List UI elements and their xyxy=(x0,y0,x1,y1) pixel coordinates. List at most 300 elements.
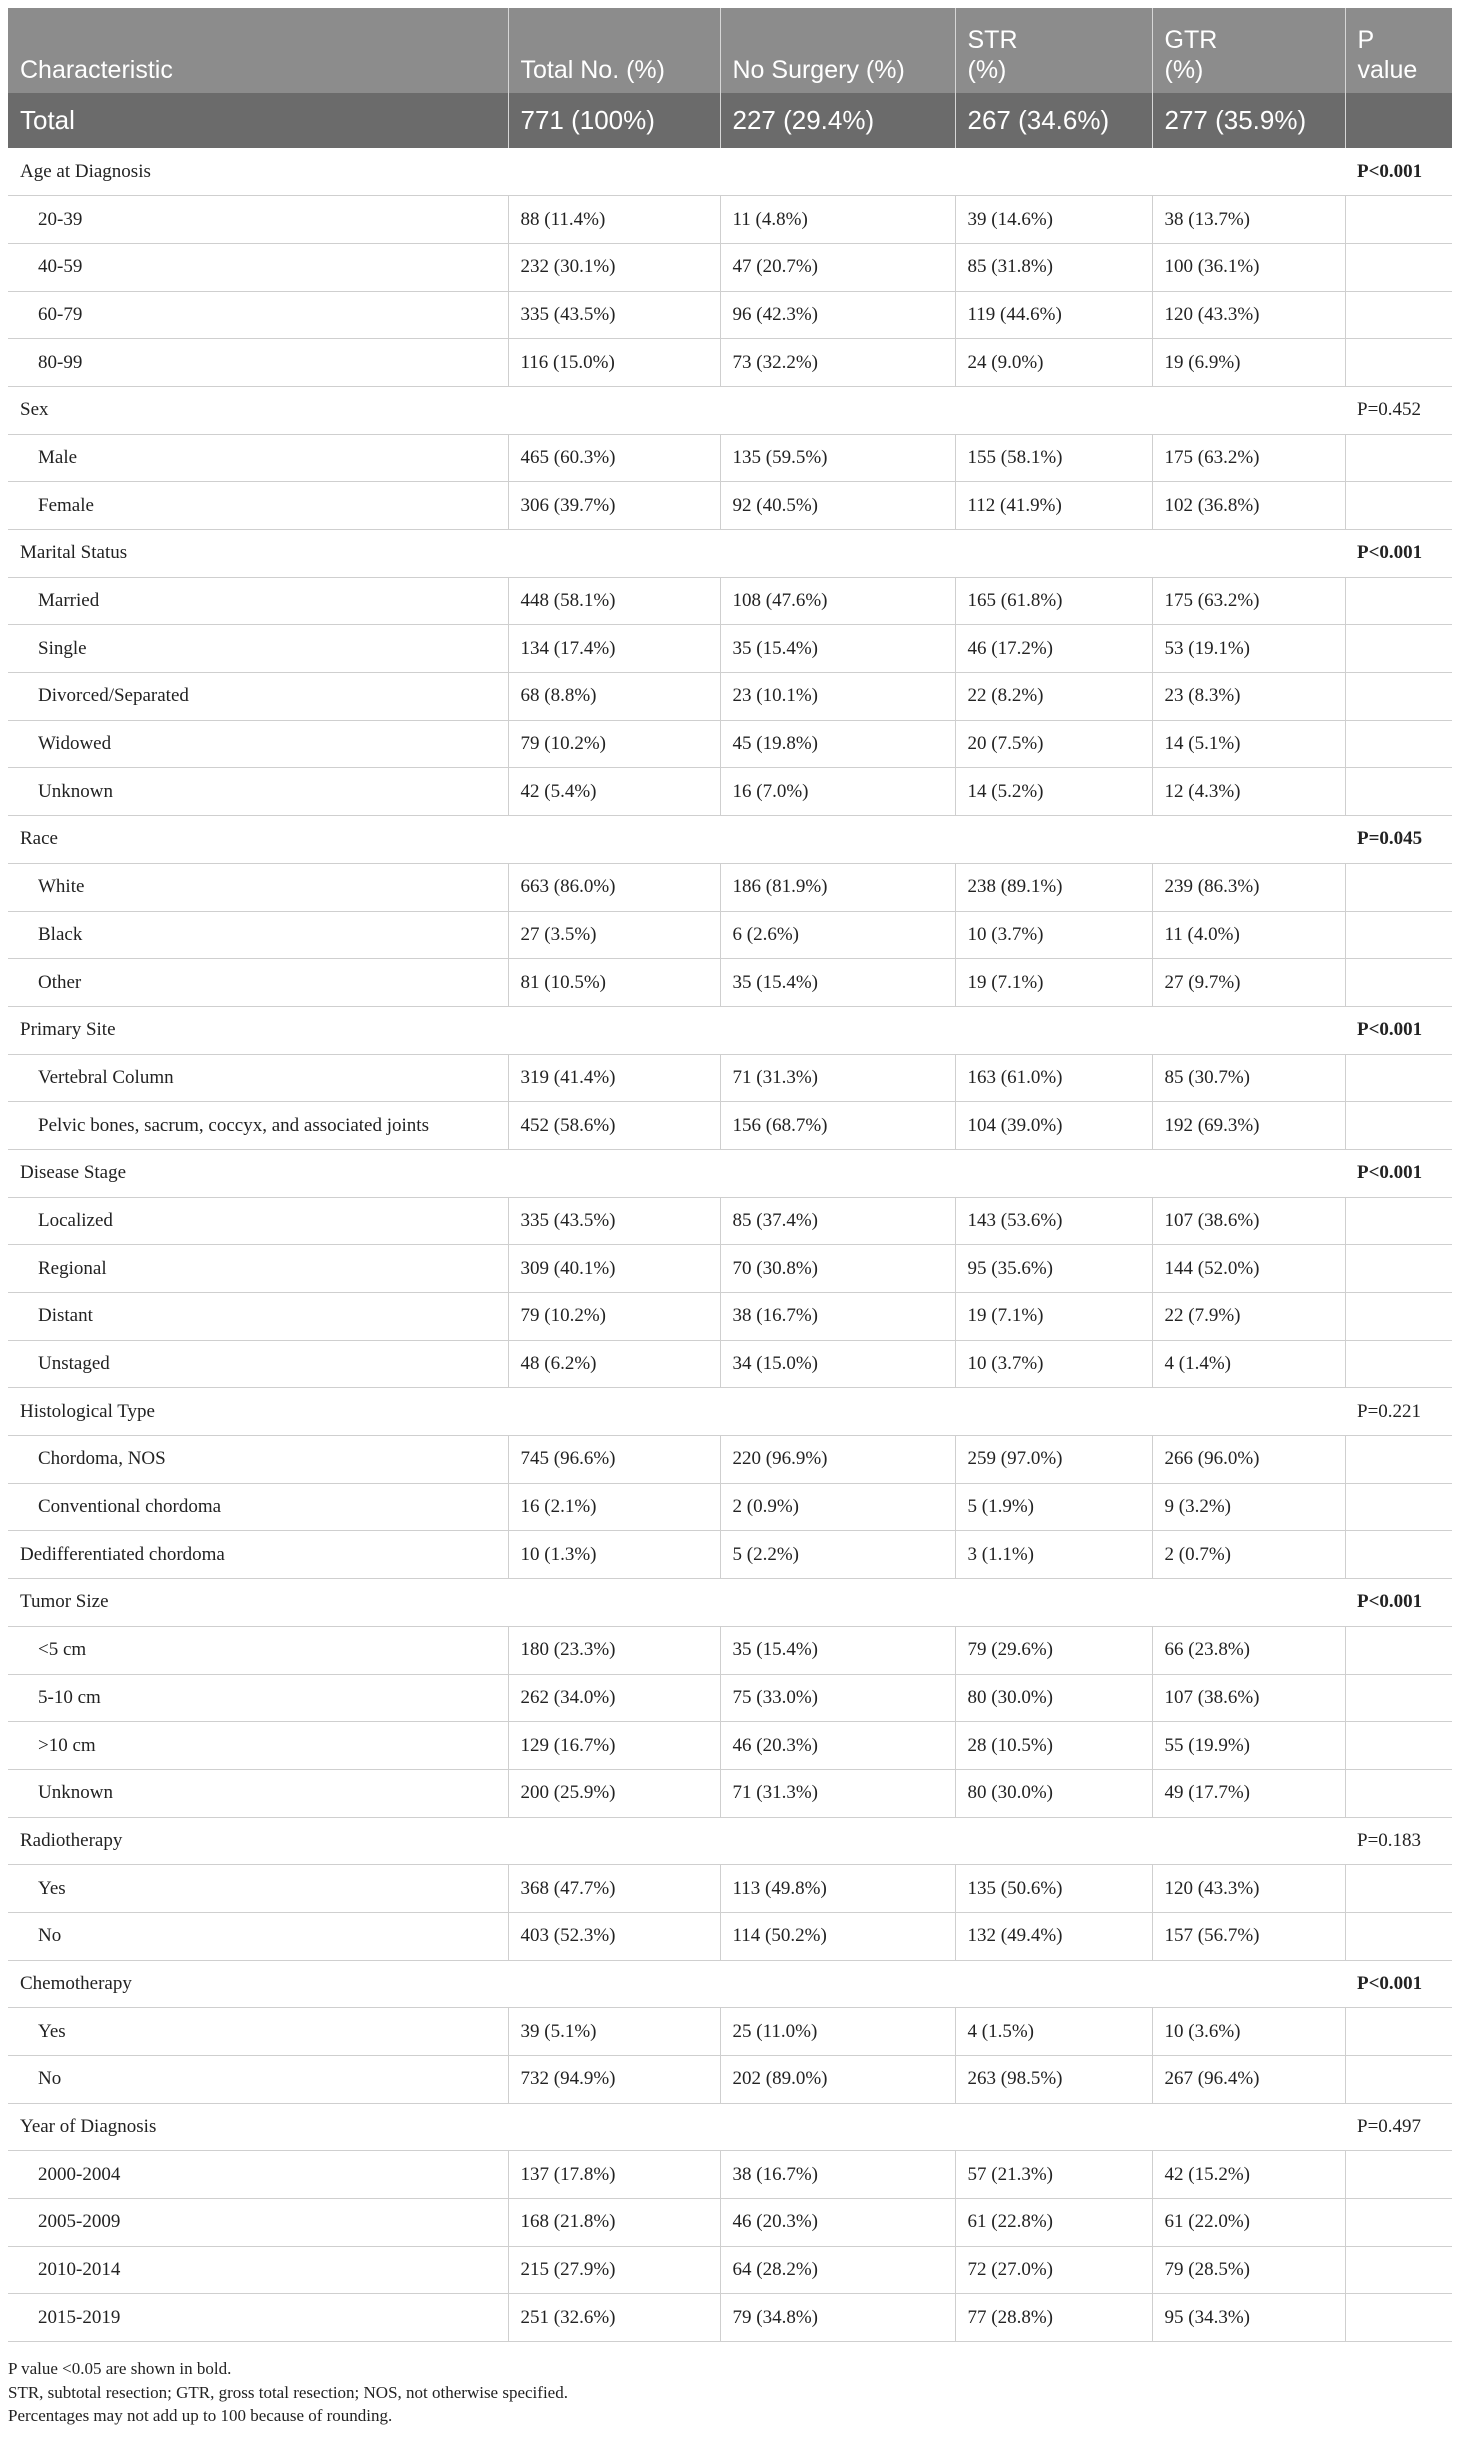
cell-total: 732 (94.9%) xyxy=(508,2056,720,2104)
row-label: Localized xyxy=(8,1197,508,1245)
footnote-rounding: Percentages may not add up to 100 because of rounding. xyxy=(8,2406,393,2425)
cell-p-value-empty xyxy=(1345,1769,1452,1817)
footnote-bold-note: P value <0.05 are shown in bold. xyxy=(8,2359,232,2378)
cell-p-value-empty xyxy=(1345,1436,1452,1484)
cell-str: 10 (3.7%) xyxy=(955,911,1152,959)
cell-p-value-empty xyxy=(1345,1626,1452,1674)
row-label: 2005-2009 xyxy=(8,2199,508,2247)
cell-p-value-empty xyxy=(1345,2246,1452,2294)
cell-gtr: 9 (3.2%) xyxy=(1152,1483,1345,1531)
cell-no-surgery: 114 (50.2%) xyxy=(720,1912,955,1960)
table-row xyxy=(8,2294,1452,2342)
cell-gtr: 19 (6.9%) xyxy=(1152,339,1345,387)
cell-gtr: 157 (56.7%) xyxy=(1152,1912,1345,1960)
cell-p-value-empty xyxy=(1345,1722,1452,1770)
row-label: 2010-2014 xyxy=(8,2246,508,2294)
cell-gtr: 192 (69.3%) xyxy=(1152,1102,1345,1150)
cell-p-value-empty xyxy=(1345,1531,1452,1579)
cell-gtr: 53 (19.1%) xyxy=(1152,625,1345,673)
section-p-value: P=0.497 xyxy=(1345,2103,1452,2151)
cell-str: 10 (3.7%) xyxy=(955,1340,1152,1388)
cell-str: 135 (50.6%) xyxy=(955,1865,1152,1913)
cell-no-surgery: 47 (20.7%) xyxy=(720,243,955,291)
row-label: Dedifferentiated chordoma xyxy=(8,1531,508,1579)
cell-p-value-empty xyxy=(1345,1054,1452,1102)
section-row xyxy=(8,530,1452,578)
table-row xyxy=(8,1722,1452,1770)
section-row xyxy=(8,1006,1452,1054)
cell-str: 5 (1.9%) xyxy=(955,1483,1152,1531)
cell-p-value-empty xyxy=(1345,959,1452,1007)
cell-no-surgery: 96 (42.3%) xyxy=(720,291,955,339)
header-row xyxy=(8,8,1452,93)
cell-total: 251 (32.6%) xyxy=(508,2294,720,2342)
cell-gtr: 4 (1.4%) xyxy=(1152,1340,1345,1388)
row-label: Other xyxy=(8,959,508,1007)
cell-no-surgery: 11 (4.8%) xyxy=(720,196,955,244)
cell-total: 81 (10.5%) xyxy=(508,959,720,1007)
cell-total: 448 (58.1%) xyxy=(508,577,720,625)
row-label: No xyxy=(8,2056,508,2104)
row-label: No xyxy=(8,1912,508,1960)
row-label: Regional xyxy=(8,1245,508,1293)
cell-no-surgery: 16 (7.0%) xyxy=(720,768,955,816)
table-row xyxy=(8,1674,1452,1722)
cell-str: 39 (14.6%) xyxy=(955,196,1152,244)
cell-p-value-empty xyxy=(1345,434,1452,482)
cell-total: 745 (96.6%) xyxy=(508,1436,720,1484)
cell-no-surgery: 2 (0.9%) xyxy=(720,1483,955,1531)
table-row xyxy=(8,1245,1452,1293)
table-row xyxy=(8,1483,1452,1531)
cell-no-surgery: 75 (33.0%) xyxy=(720,1674,955,1722)
cell-no-surgery: 113 (49.8%) xyxy=(720,1865,955,1913)
cell-total: 79 (10.2%) xyxy=(508,720,720,768)
cell-gtr: 61 (22.0%) xyxy=(1152,2199,1345,2247)
cell-str: 80 (30.0%) xyxy=(955,1769,1152,1817)
cell-no-surgery: 156 (68.7%) xyxy=(720,1102,955,1150)
header-str xyxy=(955,8,1152,93)
cell-no-surgery: 73 (32.2%) xyxy=(720,339,955,387)
cell-total: 215 (27.9%) xyxy=(508,2246,720,2294)
cell-str: 14 (5.2%) xyxy=(955,768,1152,816)
cell-str: 119 (44.6%) xyxy=(955,291,1152,339)
table-row xyxy=(8,720,1452,768)
cell-gtr: 175 (63.2%) xyxy=(1152,577,1345,625)
cell-no-surgery: 38 (16.7%) xyxy=(720,2151,955,2199)
section-label: Primary Site xyxy=(8,1006,1345,1054)
section-label: Year of Diagnosis xyxy=(8,2103,1345,2151)
total-no-surgery: 227 (29.4%) xyxy=(720,93,955,148)
table-row xyxy=(8,482,1452,530)
section-p-value: P<0.001 xyxy=(1345,530,1452,578)
cell-no-surgery: 71 (31.3%) xyxy=(720,1054,955,1102)
table-body xyxy=(8,148,1452,2342)
cell-str: 165 (61.8%) xyxy=(955,577,1152,625)
cell-total: 200 (25.9%) xyxy=(508,1769,720,1817)
total-row xyxy=(8,93,1452,148)
cell-str: 4 (1.5%) xyxy=(955,2008,1152,2056)
row-label: Widowed xyxy=(8,720,508,768)
cell-p-value-empty xyxy=(1345,2294,1452,2342)
cell-p-value-empty xyxy=(1345,625,1452,673)
cell-no-surgery: 70 (30.8%) xyxy=(720,1245,955,1293)
cell-no-surgery: 135 (59.5%) xyxy=(720,434,955,482)
table-row xyxy=(8,196,1452,244)
table-row xyxy=(8,1197,1452,1245)
cell-str: 46 (17.2%) xyxy=(955,625,1152,673)
cell-str: 104 (39.0%) xyxy=(955,1102,1152,1150)
cell-gtr: 42 (15.2%) xyxy=(1152,2151,1345,2199)
cell-total: 232 (30.1%) xyxy=(508,243,720,291)
cell-no-surgery: 85 (37.4%) xyxy=(720,1197,955,1245)
section-p-value: P=0.221 xyxy=(1345,1388,1452,1436)
cell-total: 465 (60.3%) xyxy=(508,434,720,482)
cell-total: 129 (16.7%) xyxy=(508,1722,720,1770)
cell-total: 48 (6.2%) xyxy=(508,1340,720,1388)
cell-no-surgery: 92 (40.5%) xyxy=(720,482,955,530)
table-row xyxy=(8,1102,1452,1150)
table-row xyxy=(8,243,1452,291)
table-row xyxy=(8,959,1452,1007)
section-row xyxy=(8,1388,1452,1436)
section-row xyxy=(8,816,1452,864)
section-row xyxy=(8,1960,1452,2008)
cell-str: 24 (9.0%) xyxy=(955,339,1152,387)
cell-total: 335 (43.5%) xyxy=(508,291,720,339)
cell-p-value-empty xyxy=(1345,2151,1452,2199)
section-p-value: P<0.001 xyxy=(1345,1006,1452,1054)
table-row xyxy=(8,1531,1452,1579)
row-label: Conventional chordoma xyxy=(8,1483,508,1531)
cell-total: 10 (1.3%) xyxy=(508,1531,720,1579)
cell-str: 263 (98.5%) xyxy=(955,2056,1152,2104)
cell-p-value-empty xyxy=(1345,1483,1452,1531)
cell-gtr: 239 (86.3%) xyxy=(1152,863,1345,911)
cell-gtr: 107 (38.6%) xyxy=(1152,1197,1345,1245)
section-label: Histological Type xyxy=(8,1388,1345,1436)
cell-total: 16 (2.1%) xyxy=(508,1483,720,1531)
cell-no-surgery: 71 (31.3%) xyxy=(720,1769,955,1817)
cell-p-value-empty xyxy=(1345,577,1452,625)
row-label: 60-79 xyxy=(8,291,508,339)
row-label: Black xyxy=(8,911,508,959)
header-p-value: P value xyxy=(1345,8,1452,93)
cell-total: 42 (5.4%) xyxy=(508,768,720,816)
cell-str: 112 (41.9%) xyxy=(955,482,1152,530)
cell-total: 403 (52.3%) xyxy=(508,1912,720,1960)
row-label: Unstaged xyxy=(8,1340,508,1388)
cell-no-surgery: 35 (15.4%) xyxy=(720,625,955,673)
section-row xyxy=(8,386,1452,434)
cell-no-surgery: 108 (47.6%) xyxy=(720,577,955,625)
table-row xyxy=(8,2151,1452,2199)
cell-p-value-empty xyxy=(1345,911,1452,959)
header-gtr-line1: GTR xyxy=(1164,26,1218,54)
cell-p-value-empty xyxy=(1345,673,1452,721)
cell-p-value-empty xyxy=(1345,2199,1452,2247)
table-row xyxy=(8,434,1452,482)
row-label: Unknown xyxy=(8,768,508,816)
row-label: Chordoma, NOS xyxy=(8,1436,508,1484)
table-row xyxy=(8,2056,1452,2104)
section-label: Disease Stage xyxy=(8,1149,1345,1197)
cell-gtr: 23 (8.3%) xyxy=(1152,673,1345,721)
cell-total: 168 (21.8%) xyxy=(508,2199,720,2247)
cell-gtr: 2 (0.7%) xyxy=(1152,1531,1345,1579)
cell-no-surgery: 23 (10.1%) xyxy=(720,673,955,721)
cell-total: 88 (11.4%) xyxy=(508,196,720,244)
cell-gtr: 120 (43.3%) xyxy=(1152,1865,1345,1913)
section-row xyxy=(8,1817,1452,1865)
cell-str: 155 (58.1%) xyxy=(955,434,1152,482)
section-label: Tumor Size xyxy=(8,1579,1345,1627)
table-row xyxy=(8,291,1452,339)
cell-total: 134 (17.4%) xyxy=(508,625,720,673)
table-row xyxy=(8,1626,1452,1674)
section-label: Marital Status xyxy=(8,530,1345,578)
row-label: Vertebral Column xyxy=(8,1054,508,1102)
row-label: Single xyxy=(8,625,508,673)
section-p-value: P<0.001 xyxy=(1345,1579,1452,1627)
cell-str: 57 (21.3%) xyxy=(955,2151,1152,2199)
cell-no-surgery: 186 (81.9%) xyxy=(720,863,955,911)
row-label: Yes xyxy=(8,2008,508,2056)
cell-p-value-empty xyxy=(1345,291,1452,339)
section-p-value: P=0.045 xyxy=(1345,816,1452,864)
cell-gtr: 79 (28.5%) xyxy=(1152,2246,1345,2294)
cell-total: 137 (17.8%) xyxy=(508,2151,720,2199)
row-label: 20-39 xyxy=(8,196,508,244)
cell-total: 262 (34.0%) xyxy=(508,1674,720,1722)
table-row xyxy=(8,1436,1452,1484)
cell-gtr: 55 (19.9%) xyxy=(1152,1722,1345,1770)
cell-total: 319 (41.4%) xyxy=(508,1054,720,1102)
cell-gtr: 266 (96.0%) xyxy=(1152,1436,1345,1484)
header-gtr xyxy=(1152,8,1345,93)
cell-str: 132 (49.4%) xyxy=(955,1912,1152,1960)
cell-gtr: 95 (34.3%) xyxy=(1152,2294,1345,2342)
cell-no-surgery: 45 (19.8%) xyxy=(720,720,955,768)
table-row xyxy=(8,2246,1452,2294)
table-row xyxy=(8,339,1452,387)
cell-p-value-empty xyxy=(1345,482,1452,530)
section-p-value: P=0.452 xyxy=(1345,386,1452,434)
header-characteristic: Characteristic xyxy=(8,8,508,93)
header-no-surgery: No Surgery (%) xyxy=(720,8,955,93)
section-p-value: P<0.001 xyxy=(1345,1149,1452,1197)
cell-gtr: 100 (36.1%) xyxy=(1152,243,1345,291)
section-label: Race xyxy=(8,816,1345,864)
row-label: Female xyxy=(8,482,508,530)
cell-p-value-empty xyxy=(1345,2008,1452,2056)
cell-str: 85 (31.8%) xyxy=(955,243,1152,291)
cell-total: 180 (23.3%) xyxy=(508,1626,720,1674)
table-row xyxy=(8,863,1452,911)
row-label: 5-10 cm xyxy=(8,1674,508,1722)
row-label: <5 cm xyxy=(8,1626,508,1674)
cell-no-surgery: 46 (20.3%) xyxy=(720,1722,955,1770)
cell-gtr: 10 (3.6%) xyxy=(1152,2008,1345,2056)
table-row xyxy=(8,1340,1452,1388)
cell-no-surgery: 38 (16.7%) xyxy=(720,1293,955,1341)
cell-total: 27 (3.5%) xyxy=(508,911,720,959)
cell-no-surgery: 202 (89.0%) xyxy=(720,2056,955,2104)
row-label: 40-59 xyxy=(8,243,508,291)
row-label: Married xyxy=(8,577,508,625)
cell-total: 79 (10.2%) xyxy=(508,1293,720,1341)
cell-no-surgery: 220 (96.9%) xyxy=(720,1436,955,1484)
cell-total: 335 (43.5%) xyxy=(508,1197,720,1245)
cell-str: 163 (61.0%) xyxy=(955,1054,1152,1102)
cell-gtr: 14 (5.1%) xyxy=(1152,720,1345,768)
cell-gtr: 175 (63.2%) xyxy=(1152,434,1345,482)
cell-no-surgery: 64 (28.2%) xyxy=(720,2246,955,2294)
cell-p-value-empty xyxy=(1345,1102,1452,1150)
cell-total: 306 (39.7%) xyxy=(508,482,720,530)
table-row xyxy=(8,1054,1452,1102)
cell-p-value-empty xyxy=(1345,1197,1452,1245)
header-str-line1: STR xyxy=(967,26,1018,54)
header-str-line2: (%) xyxy=(967,56,1007,84)
cell-gtr: 66 (23.8%) xyxy=(1152,1626,1345,1674)
cell-total: 39 (5.1%) xyxy=(508,2008,720,2056)
row-label: Distant xyxy=(8,1293,508,1341)
cell-total: 116 (15.0%) xyxy=(508,339,720,387)
cell-gtr: 107 (38.6%) xyxy=(1152,1674,1345,1722)
cell-no-surgery: 46 (20.3%) xyxy=(720,2199,955,2247)
cell-str: 19 (7.1%) xyxy=(955,1293,1152,1341)
cell-gtr: 12 (4.3%) xyxy=(1152,768,1345,816)
header-gtr-line2: (%) xyxy=(1164,56,1204,84)
table-row xyxy=(8,1769,1452,1817)
row-label: Divorced/Separated xyxy=(8,673,508,721)
table-row xyxy=(8,673,1452,721)
row-label: Yes xyxy=(8,1865,508,1913)
table-row xyxy=(8,625,1452,673)
cell-str: 95 (35.6%) xyxy=(955,1245,1152,1293)
cell-gtr: 267 (96.4%) xyxy=(1152,2056,1345,2104)
cell-str: 3 (1.1%) xyxy=(955,1531,1152,1579)
cell-total: 368 (47.7%) xyxy=(508,1865,720,1913)
cell-p-value-empty xyxy=(1345,1912,1452,1960)
section-label: Age at Diagnosis xyxy=(8,148,1345,196)
table-row xyxy=(8,577,1452,625)
row-label: 2000-2004 xyxy=(8,2151,508,2199)
section-label: Sex xyxy=(8,386,1345,434)
cell-p-value-empty xyxy=(1345,339,1452,387)
section-row xyxy=(8,148,1452,196)
section-row xyxy=(8,1149,1452,1197)
cell-no-surgery: 34 (15.0%) xyxy=(720,1340,955,1388)
cell-gtr: 102 (36.8%) xyxy=(1152,482,1345,530)
total-total: 771 (100%) xyxy=(508,93,720,148)
cell-str: 22 (8.2%) xyxy=(955,673,1152,721)
cell-str: 259 (97.0%) xyxy=(955,1436,1152,1484)
cell-p-value-empty xyxy=(1345,1340,1452,1388)
table-row xyxy=(8,1912,1452,1960)
header-total: Total No. (%) xyxy=(508,8,720,93)
total-label: Total xyxy=(8,93,508,148)
section-p-value: P<0.001 xyxy=(1345,1960,1452,2008)
cell-p-value-empty xyxy=(1345,1245,1452,1293)
cell-no-surgery: 79 (34.8%) xyxy=(720,2294,955,2342)
cell-str: 61 (22.8%) xyxy=(955,2199,1152,2247)
section-p-value: P<0.001 xyxy=(1345,148,1452,196)
footnotes xyxy=(8,2357,1452,2428)
cell-p-value-empty xyxy=(1345,2056,1452,2104)
cell-str: 238 (89.1%) xyxy=(955,863,1152,911)
cell-str: 72 (27.0%) xyxy=(955,2246,1152,2294)
table-row xyxy=(8,1865,1452,1913)
cell-total: 309 (40.1%) xyxy=(508,1245,720,1293)
cell-p-value-empty xyxy=(1345,768,1452,816)
footnote-abbreviations: STR, subtotal resection; GTR, gross total resection; NOS, not otherwise specified. xyxy=(8,2382,568,2402)
section-label: Chemotherapy xyxy=(8,1960,1345,2008)
characteristics-table-container xyxy=(8,8,1452,2342)
cell-no-surgery: 25 (11.0%) xyxy=(720,2008,955,2056)
cell-p-value-empty xyxy=(1345,720,1452,768)
cell-gtr: 22 (7.9%) xyxy=(1152,1293,1345,1341)
table-row xyxy=(8,768,1452,816)
total-gtr: 277 (35.9%) xyxy=(1152,93,1345,148)
cell-no-surgery: 6 (2.6%) xyxy=(720,911,955,959)
cell-p-value-empty xyxy=(1345,1865,1452,1913)
cell-str: 19 (7.1%) xyxy=(955,959,1152,1007)
table-row xyxy=(8,911,1452,959)
section-label: Radiotherapy xyxy=(8,1817,1345,1865)
row-label: Unknown xyxy=(8,1769,508,1817)
cell-gtr: 49 (17.7%) xyxy=(1152,1769,1345,1817)
row-label: Male xyxy=(8,434,508,482)
cell-p-value-empty xyxy=(1345,863,1452,911)
cell-str: 143 (53.6%) xyxy=(955,1197,1152,1245)
cell-gtr: 38 (13.7%) xyxy=(1152,196,1345,244)
cell-total: 452 (58.6%) xyxy=(508,1102,720,1150)
cell-no-surgery: 35 (15.4%) xyxy=(720,959,955,1007)
cell-str: 79 (29.6%) xyxy=(955,1626,1152,1674)
cell-gtr: 27 (9.7%) xyxy=(1152,959,1345,1007)
cell-p-value-empty xyxy=(1345,1293,1452,1341)
cell-total: 663 (86.0%) xyxy=(508,863,720,911)
cell-str: 77 (28.8%) xyxy=(955,2294,1152,2342)
cell-p-value-empty xyxy=(1345,243,1452,291)
row-label: Pelvic bones, sacrum, coccyx, and associated joints xyxy=(8,1102,508,1150)
cell-total: 68 (8.8%) xyxy=(508,673,720,721)
cell-gtr: 85 (30.7%) xyxy=(1152,1054,1345,1102)
cell-str: 20 (7.5%) xyxy=(955,720,1152,768)
cell-no-surgery: 35 (15.4%) xyxy=(720,1626,955,1674)
cell-str: 28 (10.5%) xyxy=(955,1722,1152,1770)
cell-str: 80 (30.0%) xyxy=(955,1674,1152,1722)
section-row xyxy=(8,2103,1452,2151)
table-row xyxy=(8,2199,1452,2247)
total-p xyxy=(1345,93,1452,148)
table-row xyxy=(8,2008,1452,2056)
row-label: >10 cm xyxy=(8,1722,508,1770)
cell-p-value-empty xyxy=(1345,1674,1452,1722)
section-row xyxy=(8,1579,1452,1627)
total-str: 267 (34.6%) xyxy=(955,93,1152,148)
row-label: 2015-2019 xyxy=(8,2294,508,2342)
row-label: White xyxy=(8,863,508,911)
table-row xyxy=(8,1293,1452,1341)
cell-gtr: 120 (43.3%) xyxy=(1152,291,1345,339)
cell-gtr: 144 (52.0%) xyxy=(1152,1245,1345,1293)
cell-p-value-empty xyxy=(1345,196,1452,244)
characteristics-table xyxy=(8,8,1452,2342)
cell-no-surgery: 5 (2.2%) xyxy=(720,1531,955,1579)
